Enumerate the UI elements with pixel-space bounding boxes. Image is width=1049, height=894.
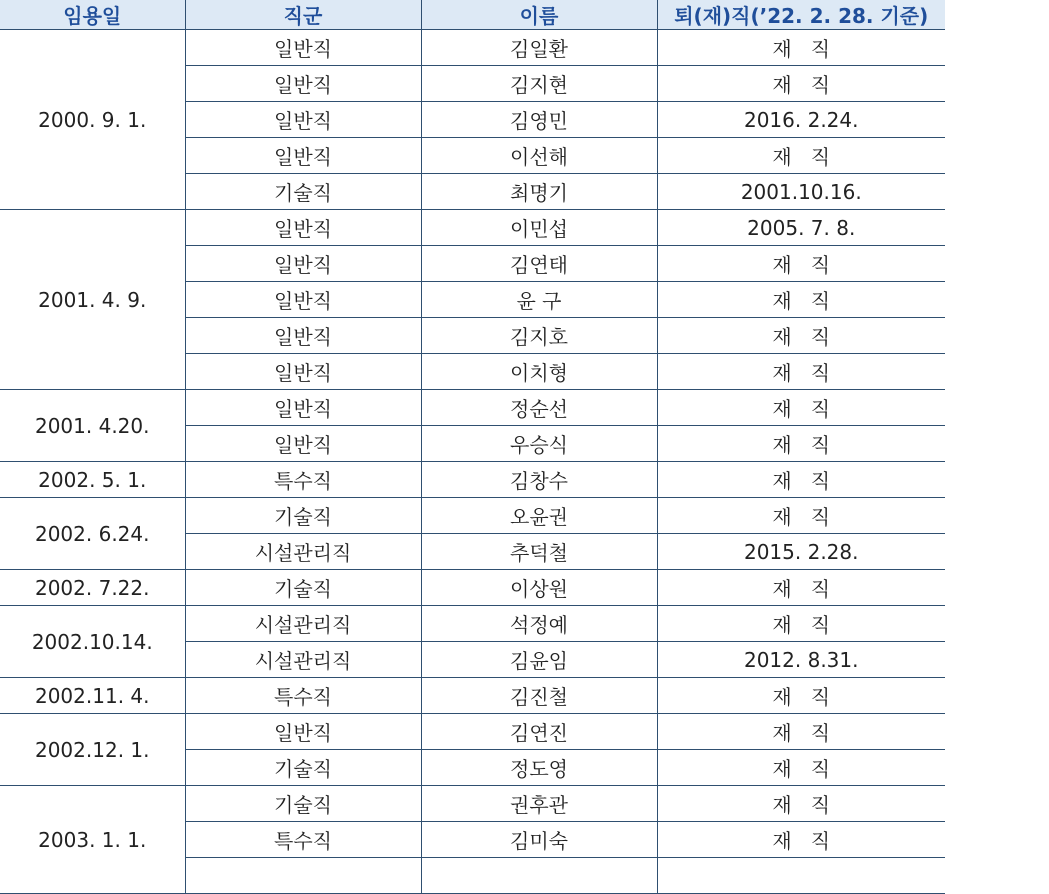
status-cell: 2001.10.16. [657,174,945,210]
table-row [0,390,945,426]
hire-date-cell: 2001. 4. 9. [0,210,185,390]
job-group-cell: 기술직 [185,750,421,786]
name-cell: 김영민 [421,102,657,138]
name-cell: 김창수 [421,462,657,498]
job-group-cell: 일반직 [185,66,421,102]
status-cell: 재 직 [657,714,945,750]
job-group-cell [185,858,421,894]
name-cell: 김연태 [421,246,657,282]
status-cell: 재 직 [657,318,945,354]
table-row [0,678,945,714]
status-cell: 재 직 [657,570,945,606]
job-group-cell: 기술직 [185,498,421,534]
status-cell: 재 직 [657,426,945,462]
job-group-cell: 일반직 [185,426,421,462]
status-cell: 재 직 [657,786,945,822]
name-cell: 김진철 [421,678,657,714]
table-row [0,570,945,606]
table-body [0,30,945,894]
job-group-cell: 일반직 [185,390,421,426]
table-row [0,210,945,246]
status-cell: 2005. 7. 8. [657,210,945,246]
job-group-cell: 일반직 [185,138,421,174]
job-group-cell: 일반직 [185,282,421,318]
table-row [0,30,945,66]
status-cell: 재 직 [657,678,945,714]
status-cell: 재 직 [657,246,945,282]
name-cell: 김일환 [421,30,657,66]
status-cell: 재 직 [657,498,945,534]
job-group-cell: 일반직 [185,102,421,138]
job-group-cell: 특수직 [185,822,421,858]
hire-date-cell: 2002. 6.24. [0,498,185,570]
name-cell: 김연진 [421,714,657,750]
name-cell: 이선해 [421,138,657,174]
job-group-cell: 시설관리직 [185,534,421,570]
job-group-cell: 일반직 [185,30,421,66]
status-cell: 재 직 [657,390,945,426]
name-cell: 정순선 [421,390,657,426]
name-cell: 김지호 [421,318,657,354]
status-cell: 재 직 [657,822,945,858]
name-cell: 윤 구 [421,282,657,318]
status-cell [657,858,945,894]
status-cell: 2012. 8.31. [657,642,945,678]
status-cell: 재 직 [657,750,945,786]
job-group-cell: 시설관리직 [185,606,421,642]
name-cell: 최명기 [421,174,657,210]
name-cell: 오윤권 [421,498,657,534]
job-group-cell: 일반직 [185,714,421,750]
header-name: 이름 [421,0,657,30]
status-cell: 2015. 2.28. [657,534,945,570]
hire-date-cell: 2002.11. 4. [0,678,185,714]
status-cell: 재 직 [657,138,945,174]
job-group-cell: 시설관리직 [185,642,421,678]
name-cell: 권후관 [421,786,657,822]
hire-date-cell: 2000. 9. 1. [0,30,185,210]
status-cell: 재 직 [657,462,945,498]
status-cell: 재 직 [657,354,945,390]
hire-date-cell: 2002.10.14. [0,606,185,678]
header-job-group: 직군 [185,0,421,30]
job-group-cell: 특수직 [185,462,421,498]
header-hire-date: 임용일 [0,0,185,30]
name-cell: 김미숙 [421,822,657,858]
status-cell: 2016. 2.24. [657,102,945,138]
job-group-cell: 일반직 [185,246,421,282]
name-cell: 이상원 [421,570,657,606]
job-group-cell: 일반직 [185,354,421,390]
name-cell: 이치형 [421,354,657,390]
job-group-cell: 기술직 [185,570,421,606]
hire-date-cell: 2002. 5. 1. [0,462,185,498]
status-cell: 재 직 [657,606,945,642]
table-row [0,498,945,534]
name-cell: 정도영 [421,750,657,786]
header-status: 퇴(재)직(’22. 2. 28. 기준) [657,0,945,30]
name-cell: 이민섭 [421,210,657,246]
hire-date-cell: 2001. 4.20. [0,390,185,462]
status-cell: 재 직 [657,30,945,66]
job-group-cell: 일반직 [185,210,421,246]
name-cell: 김윤임 [421,642,657,678]
name-cell: 추덕철 [421,534,657,570]
hire-date-cell: 2002.12. 1. [0,714,185,786]
table-row [0,714,945,750]
job-group-cell: 기술직 [185,786,421,822]
job-group-cell: 기술직 [185,174,421,210]
table-row [0,462,945,498]
name-cell: 김지현 [421,66,657,102]
job-group-cell: 특수직 [185,678,421,714]
hire-date-cell: 2002. 7.22. [0,570,185,606]
name-cell: 우승식 [421,426,657,462]
table-row [0,606,945,642]
hire-date-cell: 2003. 1. 1. [0,786,185,894]
name-cell [421,858,657,894]
job-group-cell: 일반직 [185,318,421,354]
table-row [0,786,945,822]
status-cell: 재 직 [657,282,945,318]
status-cell: 재 직 [657,66,945,102]
header-row [0,0,945,30]
name-cell: 석정예 [421,606,657,642]
